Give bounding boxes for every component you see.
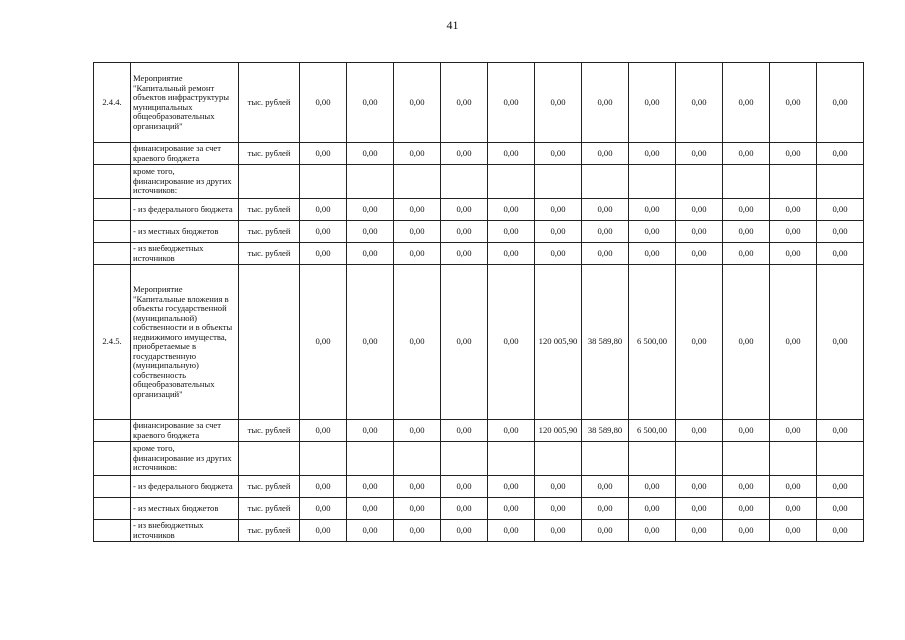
row-code <box>94 199 131 221</box>
row-value: 0,00 <box>535 143 582 165</box>
row-value: 0,00 <box>441 199 488 221</box>
table-row <box>94 498 864 520</box>
row-value: 0,00 <box>676 265 723 420</box>
row-value: 0,00 <box>535 221 582 243</box>
row-value: 0,00 <box>582 143 629 165</box>
row-value <box>676 442 723 476</box>
row-value: 0,00 <box>441 221 488 243</box>
row-value: 0,00 <box>394 221 441 243</box>
row-unit: тыс. рублей <box>239 63 300 143</box>
table-row <box>94 520 864 542</box>
table-row <box>94 243 864 265</box>
row-value: 0,00 <box>817 498 864 520</box>
row-value: 0,00 <box>817 143 864 165</box>
row-value <box>300 165 347 199</box>
row-value: 0,00 <box>347 476 394 498</box>
row-unit: тыс. рублей <box>239 221 300 243</box>
row-value: 0,00 <box>723 420 770 442</box>
row-value: 0,00 <box>629 221 676 243</box>
table-row <box>94 221 864 243</box>
budget-table-body <box>94 63 864 542</box>
row-value: 0,00 <box>394 63 441 143</box>
row-value: 0,00 <box>770 199 817 221</box>
row-unit: тыс. рублей <box>239 143 300 165</box>
row-value: 0,00 <box>300 143 347 165</box>
table-row <box>94 442 864 476</box>
row-value: 0,00 <box>394 476 441 498</box>
row-value: 0,00 <box>723 221 770 243</box>
row-value: 0,00 <box>488 520 535 542</box>
row-value: 0,00 <box>582 476 629 498</box>
row-description: кроме того, финансирование из других источников: <box>131 165 239 199</box>
row-value: 0,00 <box>488 243 535 265</box>
row-value: 0,00 <box>817 63 864 143</box>
row-value: 0,00 <box>723 498 770 520</box>
row-value: 0,00 <box>676 420 723 442</box>
row-value: 0,00 <box>488 476 535 498</box>
row-value: 120 005,90 <box>535 420 582 442</box>
row-value: 0,00 <box>441 143 488 165</box>
row-value: 0,00 <box>488 420 535 442</box>
row-description: - из федерального бюджета <box>131 199 239 221</box>
row-value: 0,00 <box>676 498 723 520</box>
budget-table <box>93 62 864 542</box>
row-value: 0,00 <box>582 520 629 542</box>
row-value <box>817 442 864 476</box>
table-row <box>94 265 864 420</box>
row-value: 0,00 <box>394 143 441 165</box>
row-value: 0,00 <box>817 243 864 265</box>
row-value: 0,00 <box>347 243 394 265</box>
row-value: 0,00 <box>488 63 535 143</box>
row-code <box>94 520 131 542</box>
row-value <box>441 442 488 476</box>
row-value: 0,00 <box>300 265 347 420</box>
row-value <box>770 442 817 476</box>
row-description: кроме того, финансирование из других источников: <box>131 442 239 476</box>
row-value: 0,00 <box>629 498 676 520</box>
table-row <box>94 143 864 165</box>
row-value: 0,00 <box>441 498 488 520</box>
table-row <box>94 199 864 221</box>
row-value: 0,00 <box>582 63 629 143</box>
row-value: 0,00 <box>770 243 817 265</box>
row-value: 0,00 <box>347 63 394 143</box>
row-value <box>441 165 488 199</box>
row-description: Мероприятие "Капитальные вложения в объекты государственной (муниципальной) собственности и в объекты недвижимого имущества, приобретаемые в государственную (муниципальную) собственность общеобразовательных организаций" <box>131 265 239 420</box>
row-value <box>770 165 817 199</box>
row-value: 0,00 <box>817 420 864 442</box>
row-value: 6 500,00 <box>629 265 676 420</box>
row-value: 0,00 <box>488 199 535 221</box>
row-value: 0,00 <box>488 498 535 520</box>
row-value: 0,00 <box>629 143 676 165</box>
row-unit: тыс. рублей <box>239 498 300 520</box>
row-value: 0,00 <box>441 63 488 143</box>
row-value: 0,00 <box>817 221 864 243</box>
row-value: 38 589,80 <box>582 420 629 442</box>
row-value <box>723 165 770 199</box>
page-number: 41 <box>446 18 459 32</box>
row-description: - из внебюджетных источников <box>131 243 239 265</box>
row-value: 0,00 <box>488 143 535 165</box>
row-value <box>488 165 535 199</box>
row-value: 0,00 <box>770 221 817 243</box>
row-unit: тыс. рублей <box>239 420 300 442</box>
row-value: 0,00 <box>676 221 723 243</box>
row-code <box>94 143 131 165</box>
row-value: 0,00 <box>770 420 817 442</box>
row-value: 0,00 <box>347 498 394 520</box>
row-value: 0,00 <box>300 243 347 265</box>
row-value: 0,00 <box>582 243 629 265</box>
row-value: 0,00 <box>441 243 488 265</box>
row-value: 0,00 <box>347 199 394 221</box>
row-value: 0,00 <box>770 476 817 498</box>
row-value: 0,00 <box>676 243 723 265</box>
table-row <box>94 165 864 199</box>
row-value: 0,00 <box>723 199 770 221</box>
row-unit <box>239 442 300 476</box>
row-description: - из федерального бюджета <box>131 476 239 498</box>
row-unit: тыс. рублей <box>239 520 300 542</box>
row-value: 0,00 <box>770 63 817 143</box>
row-value <box>723 442 770 476</box>
row-value: 0,00 <box>817 265 864 420</box>
row-value <box>394 165 441 199</box>
row-value: 0,00 <box>488 221 535 243</box>
row-value: 0,00 <box>582 199 629 221</box>
row-value: 0,00 <box>582 498 629 520</box>
row-unit <box>239 265 300 420</box>
row-value: 0,00 <box>770 143 817 165</box>
row-description: - из местных бюджетов <box>131 221 239 243</box>
row-code <box>94 243 131 265</box>
row-value <box>582 442 629 476</box>
row-value: 0,00 <box>300 221 347 243</box>
row-value <box>535 165 582 199</box>
row-value: 0,00 <box>394 520 441 542</box>
row-value: 0,00 <box>629 63 676 143</box>
row-description: финансирование за счет краевого бюджета <box>131 420 239 442</box>
row-value: 0,00 <box>676 63 723 143</box>
row-value: 0,00 <box>676 199 723 221</box>
row-description: - из внебюджетных источников <box>131 520 239 542</box>
row-value: 0,00 <box>629 476 676 498</box>
row-value: 0,00 <box>347 520 394 542</box>
row-code <box>94 476 131 498</box>
row-value: 0,00 <box>300 199 347 221</box>
row-value: 0,00 <box>629 243 676 265</box>
row-value: 0,00 <box>723 476 770 498</box>
row-value: 0,00 <box>723 265 770 420</box>
row-value: 0,00 <box>441 476 488 498</box>
row-value: 0,00 <box>300 498 347 520</box>
row-value: 0,00 <box>535 243 582 265</box>
row-code <box>94 420 131 442</box>
row-value: 0,00 <box>347 221 394 243</box>
row-unit <box>239 165 300 199</box>
row-value: 0,00 <box>723 143 770 165</box>
row-value: 0,00 <box>535 520 582 542</box>
table-row <box>94 420 864 442</box>
row-value: 0,00 <box>441 520 488 542</box>
row-code: 2.4.5. <box>94 265 131 420</box>
row-value: 0,00 <box>582 221 629 243</box>
row-value: 0,00 <box>676 520 723 542</box>
row-value: 0,00 <box>394 420 441 442</box>
row-value: 0,00 <box>300 63 347 143</box>
row-unit: тыс. рублей <box>239 476 300 498</box>
row-value: 0,00 <box>723 63 770 143</box>
row-value: 0,00 <box>394 265 441 420</box>
row-value <box>582 165 629 199</box>
row-value: 0,00 <box>535 498 582 520</box>
row-value: 0,00 <box>770 498 817 520</box>
row-value: 0,00 <box>394 243 441 265</box>
row-value: 0,00 <box>770 265 817 420</box>
row-value: 0,00 <box>441 420 488 442</box>
row-value: 0,00 <box>629 199 676 221</box>
row-value: 0,00 <box>441 265 488 420</box>
row-description: Мероприятие "Капитальный ремонт объектов инфраструктуры муниципальных общеобразовательных организаций" <box>131 63 239 143</box>
row-value: 0,00 <box>488 265 535 420</box>
row-value: 0,00 <box>676 476 723 498</box>
row-description: финансирование за счет краевого бюджета <box>131 143 239 165</box>
row-code: 2.4.4. <box>94 63 131 143</box>
table-row <box>94 63 864 143</box>
row-value <box>300 442 347 476</box>
row-value: 0,00 <box>347 143 394 165</box>
row-value: 0,00 <box>817 520 864 542</box>
row-value <box>629 442 676 476</box>
row-value: 0,00 <box>300 420 347 442</box>
row-value: 0,00 <box>535 63 582 143</box>
row-description: - из местных бюджетов <box>131 498 239 520</box>
row-value: 0,00 <box>629 520 676 542</box>
row-value <box>817 165 864 199</box>
row-value: 0,00 <box>676 143 723 165</box>
row-value: 0,00 <box>817 476 864 498</box>
row-value: 0,00 <box>723 520 770 542</box>
row-code <box>94 498 131 520</box>
row-value <box>394 442 441 476</box>
row-value: 120 005,90 <box>535 265 582 420</box>
row-value: 0,00 <box>394 498 441 520</box>
row-value: 0,00 <box>394 199 441 221</box>
row-value: 0,00 <box>817 199 864 221</box>
row-unit: тыс. рублей <box>239 243 300 265</box>
row-code <box>94 221 131 243</box>
table-row <box>94 476 864 498</box>
row-value: 38 589,80 <box>582 265 629 420</box>
row-value <box>488 442 535 476</box>
row-value <box>347 442 394 476</box>
row-value: 0,00 <box>770 520 817 542</box>
row-code <box>94 165 131 199</box>
row-value <box>676 165 723 199</box>
row-value: 0,00 <box>300 520 347 542</box>
row-value: 0,00 <box>535 199 582 221</box>
row-value: 0,00 <box>347 420 394 442</box>
row-value <box>535 442 582 476</box>
row-value: 0,00 <box>535 476 582 498</box>
row-code <box>94 442 131 476</box>
row-value <box>347 165 394 199</box>
row-value: 0,00 <box>347 265 394 420</box>
row-value: 0,00 <box>723 243 770 265</box>
row-value: 6 500,00 <box>629 420 676 442</box>
row-value <box>629 165 676 199</box>
row-value: 0,00 <box>300 476 347 498</box>
row-unit: тыс. рублей <box>239 199 300 221</box>
